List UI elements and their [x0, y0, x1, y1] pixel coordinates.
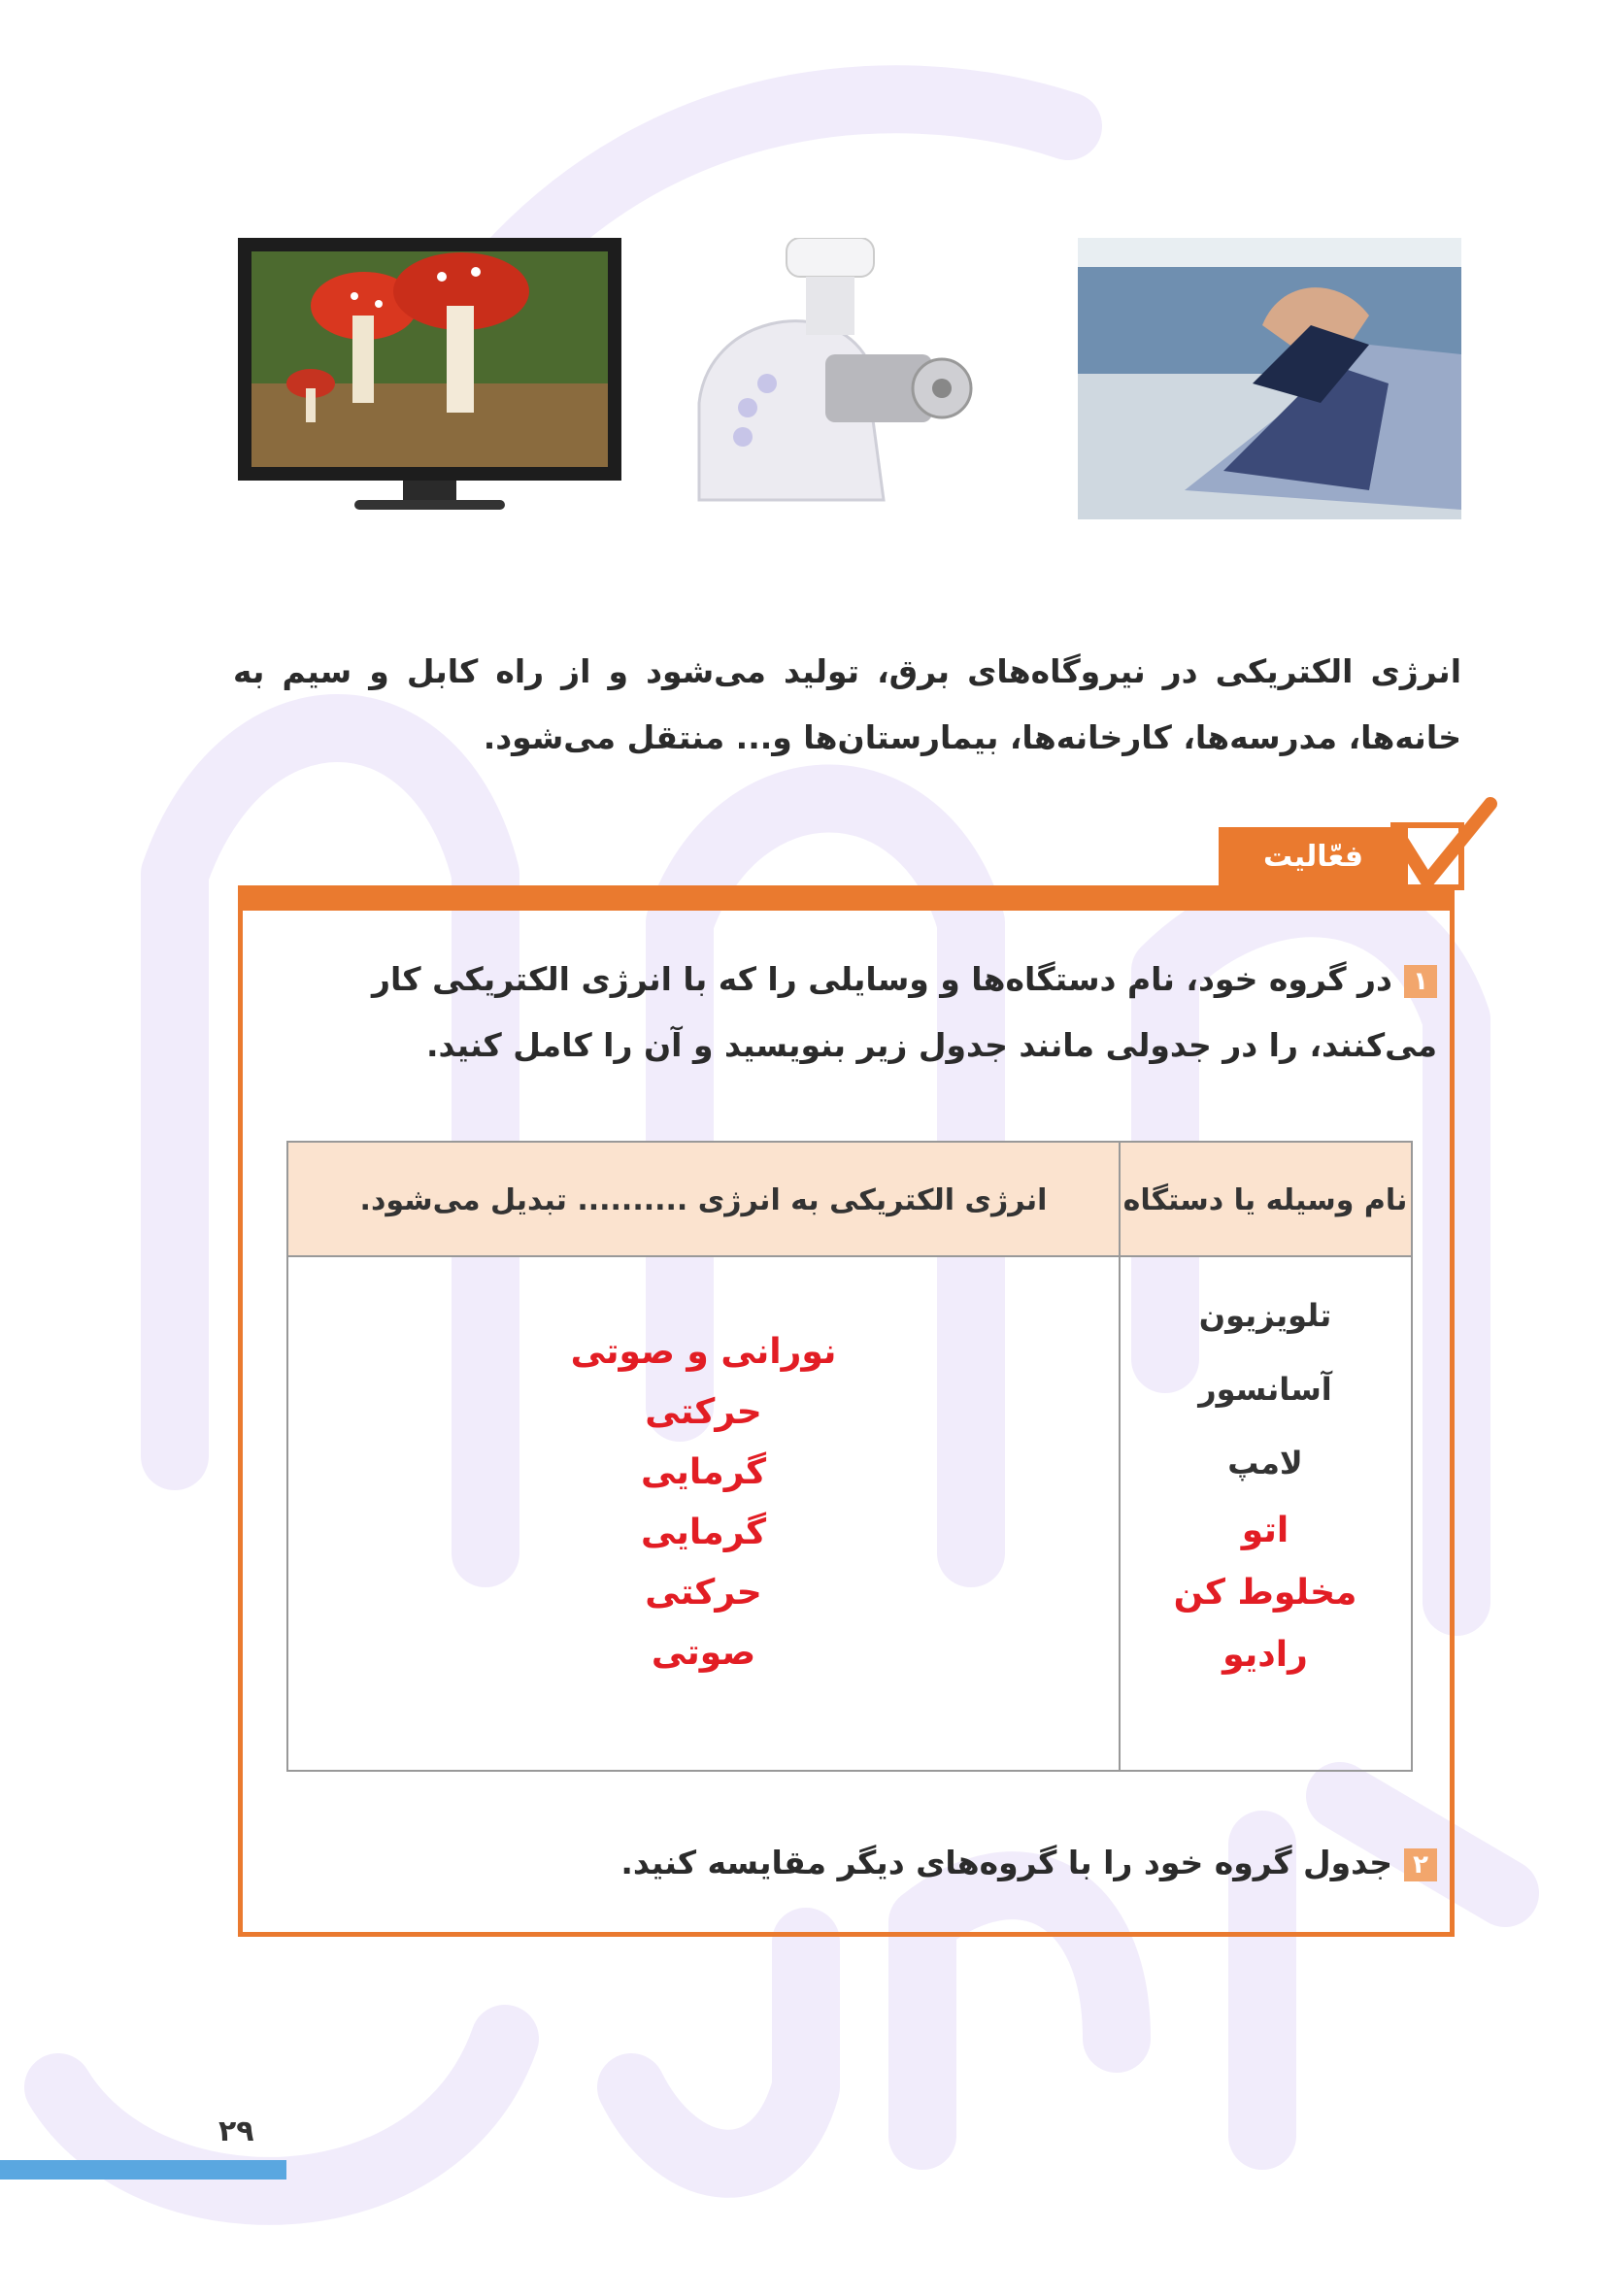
energy-answer: گرمایی [640, 1452, 767, 1492]
question-number-2: ۲ [1404, 1848, 1437, 1881]
question-1-text: در گروه خود، نام دستگاه‌ها و وسایلی را که با انرژی الکتریکی کار می‌کنند، را در جدولی مانند جدول زیر بنویسید و آن را کامل کنید. [372, 960, 1437, 1064]
activity-table [286, 1141, 1413, 1772]
header-energy: انرژی الکتریکی به انرژی .......... تبدیل می‌شود. [359, 1182, 1048, 1217]
energy-answer: حرکتی [645, 1392, 762, 1432]
device-item: لامپ [1227, 1445, 1303, 1481]
header-device: نام وسیله یا دستگاه [1122, 1182, 1408, 1217]
device-item: آسانسور [1198, 1371, 1332, 1408]
device-answer: رادیو [1222, 1635, 1308, 1675]
question-1 [252, 947, 1437, 1079]
footer-bar [0, 2160, 286, 2180]
iron-photo [1078, 238, 1461, 519]
device-item: تلویزیون [1198, 1297, 1332, 1334]
energy-answer: حرکتی [645, 1573, 762, 1613]
intro-paragraph: انرژی الکتریکی در نیروگاه‌های برق، تولید می‌شود و از راه کابل و سیم به خانه‌ها، مدرسه‌ها، کارخانه‌ها، بیمارستان‌ها و... منتقل می‌شود. [233, 652, 1461, 756]
activity-title: فعّالیت [1219, 827, 1408, 885]
page-number: ۲۹ [218, 2114, 254, 2148]
question-2-text: جدول گروه خود را با گروه‌های دیگر مقایسه کنید. [620, 1844, 1392, 1881]
energy-answer: گرمایی [640, 1513, 767, 1552]
question-number-1: ۱ [1404, 965, 1437, 998]
device-column [1120, 1279, 1411, 1686]
question-2 [252, 1830, 1437, 1896]
television-photo [238, 238, 621, 519]
energy-answer: نورانی و صوتی [570, 1332, 837, 1372]
energy-column [288, 1322, 1119, 1683]
meat-grinder-photo [670, 238, 990, 519]
energy-answer: صوتی [651, 1633, 756, 1673]
device-answer: مخلوط کن [1173, 1573, 1357, 1613]
device-answer: اتو [1241, 1511, 1289, 1550]
